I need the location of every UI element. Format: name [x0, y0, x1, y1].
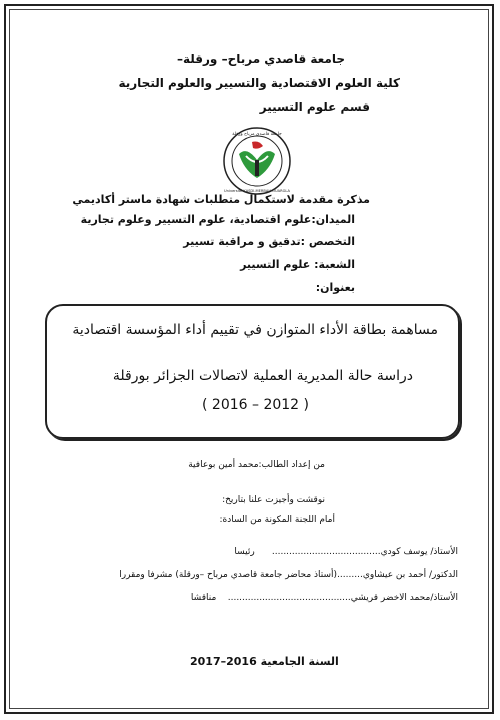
jury-dots: ......................................: [271, 547, 381, 557]
memo-branch: الشعبة: علوم التسيير: [240, 258, 355, 271]
memo-field: الميدان:علوم اقتصادية، علوم التسيير وعلوم تجارية: [80, 213, 355, 226]
jury-role: رئيسا: [234, 547, 255, 557]
jury-intro: أمام اللجنة المكونة من السادة:: [219, 515, 335, 525]
case-study-title: دراسة حالة المديرية العملية لاتصالات الجزائر بورقلة: [112, 368, 413, 384]
jury-name: الأستاذ/ يوسف كودي: [380, 547, 458, 557]
jury-name: الدكتور/ أحمد بن عيشاوي: [362, 570, 458, 580]
university-name: جامعة قاصدي مرباح– ورقلة–: [176, 52, 345, 66]
jury-name: الأستاذ/محمد الاخضر قريشي: [350, 593, 458, 603]
logo-bottom-text: Université KASDI-MERBAH OUARGLA: [224, 189, 290, 193]
logo-top-text: جامعة قاصدي مرباح ورقلة: [232, 132, 282, 137]
academic-year: السنة الجامعية 2016–2017: [190, 655, 339, 668]
jury-row: [191, 593, 458, 603]
faculty-name: كلية العلوم الاقتصادية والتسيير والعلوم التجارية: [118, 76, 400, 90]
study-period: ( 2016 – 2012 ): [202, 397, 309, 413]
jury-dots: .........: [337, 570, 363, 580]
memo-statement: مذكرة مقدمة لاستكمال متطلبات شهادة ماستر أكاديمي: [72, 193, 370, 206]
jury-row: [234, 547, 458, 557]
jury-dots: ...........................................: [227, 593, 351, 603]
thesis-title-box: [45, 304, 460, 439]
defense-date: نوقشت وأجيزت علنا بتاريخ:: [222, 495, 325, 505]
department-name: قسم علوم التسيير: [259, 100, 370, 114]
university-logo: [222, 126, 292, 200]
memo-titled: بعنوان:: [315, 281, 355, 294]
memo-specialty: التخصص :تدقيق و مراقبة تسيير: [183, 235, 355, 248]
jury-role: مناقشا: [190, 593, 217, 603]
jury-row: [119, 570, 458, 580]
thesis-title: مساهمة بطاقة الأداء المتوازن في تقييم أداء المؤسسة اقتصادية: [72, 322, 438, 338]
student-name: من إعداد الطالب:محمد أمين بوعافية: [188, 460, 325, 470]
jury-role: (أستاذ محاضر جامعة قاصدي مرباح –ورقلة) مشرفا ومقررا: [119, 570, 338, 580]
